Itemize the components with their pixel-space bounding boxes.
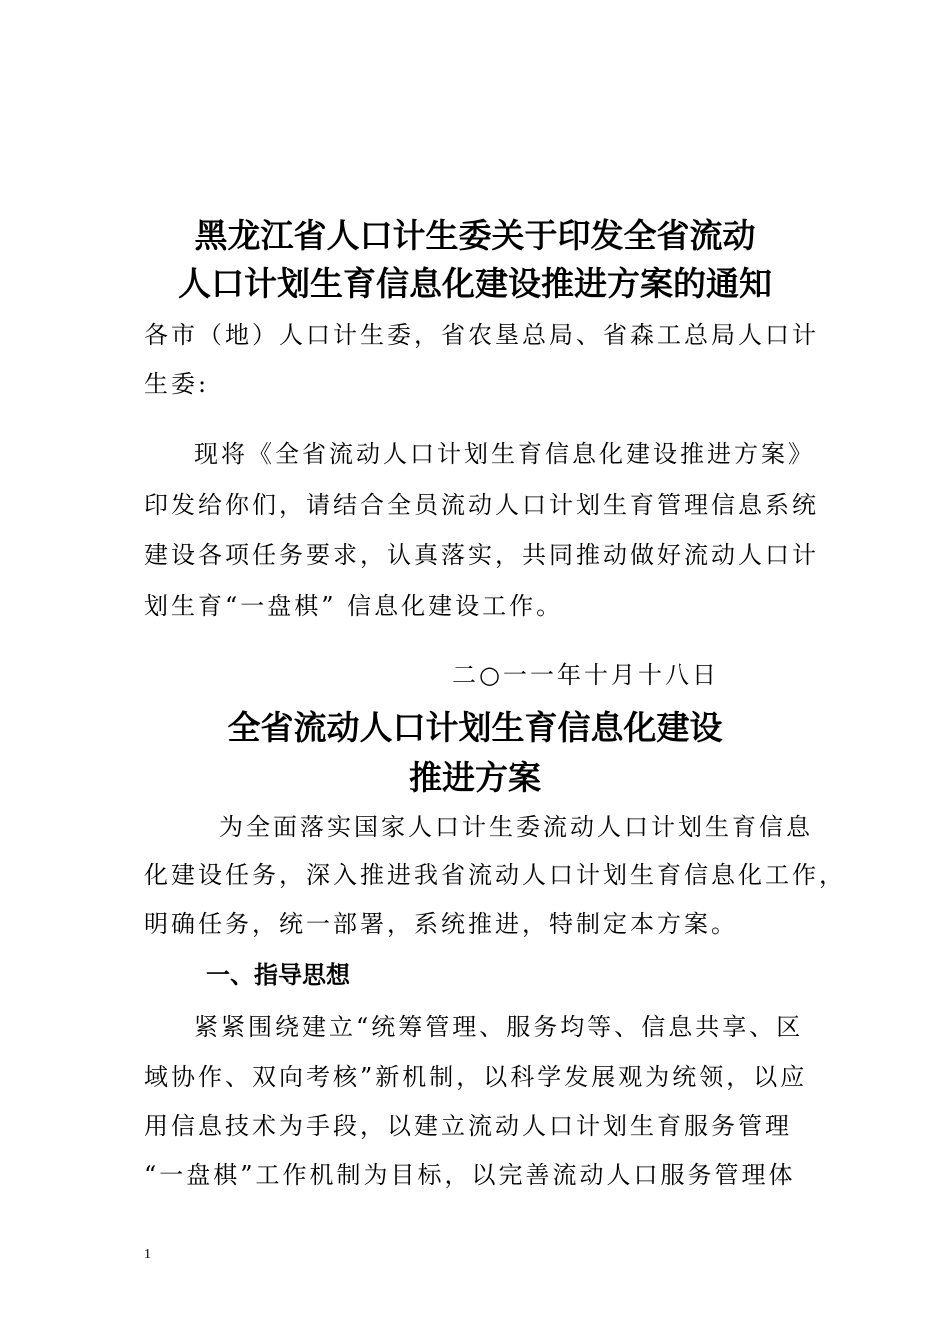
section-body-line-3: 用信息技术为手段，以建立流动人口计划生育服务管理 (144, 1112, 792, 1140)
notice-title-line-1: 黑龙江省人口计生委关于印发全省流动 (194, 216, 756, 255)
plan-intro-line-3: 明确任务，统一部署，系统推进，特制定本方案。 (144, 910, 738, 938)
section-body-line-1: 紧紧围绕建立“统筹管理、服务均等、信息共享、区 (194, 1013, 804, 1041)
addressee-line-1: 各市（地）人口计生委，省农垦总局、省森工总局人口计 (144, 321, 819, 349)
notice-body-line-2: 印发给你们，请结合全员流动人口计划生育管理信息系统 (144, 491, 819, 519)
page-number: 1 (144, 1247, 151, 1262)
section-heading: 一、指导思想 (206, 961, 350, 989)
notice-title-line-2: 人口计划生育信息化建设推进方案的通知 (178, 264, 772, 303)
plan-intro-line-2: 化建设任务，深入推进我省流动人口计划生育信息化工作， (144, 861, 846, 889)
section-body-line-4: “一盘棋”工作机制为目标，以完善流动人口服务管理体 (144, 1161, 796, 1189)
notice-date: 二○一一年十月十八日 (452, 661, 719, 689)
section-body-line-2: 域协作、双向考核”新机制，以科学发展观为统领，以应 (144, 1063, 808, 1091)
plan-title-line-1: 全省流动人口计划生育信息化建设 (227, 708, 723, 747)
notice-body-line-1: 现将《全省流动人口计划生育信息化建设推进方案》 (194, 440, 815, 468)
notice-body-line-4: 划生育“一盘棋” 信息化建设工作。 (144, 592, 564, 620)
plan-intro-line-1: 为全面落实国家人口计生委流动人口计划生育信息 (219, 813, 813, 841)
addressee-line-2: 生委: (144, 370, 210, 398)
notice-body-line-3: 建设各项任务要求，认真落实，共同推动做好流动人口计 (144, 541, 819, 569)
plan-title-line-2: 推进方案 (409, 758, 541, 797)
